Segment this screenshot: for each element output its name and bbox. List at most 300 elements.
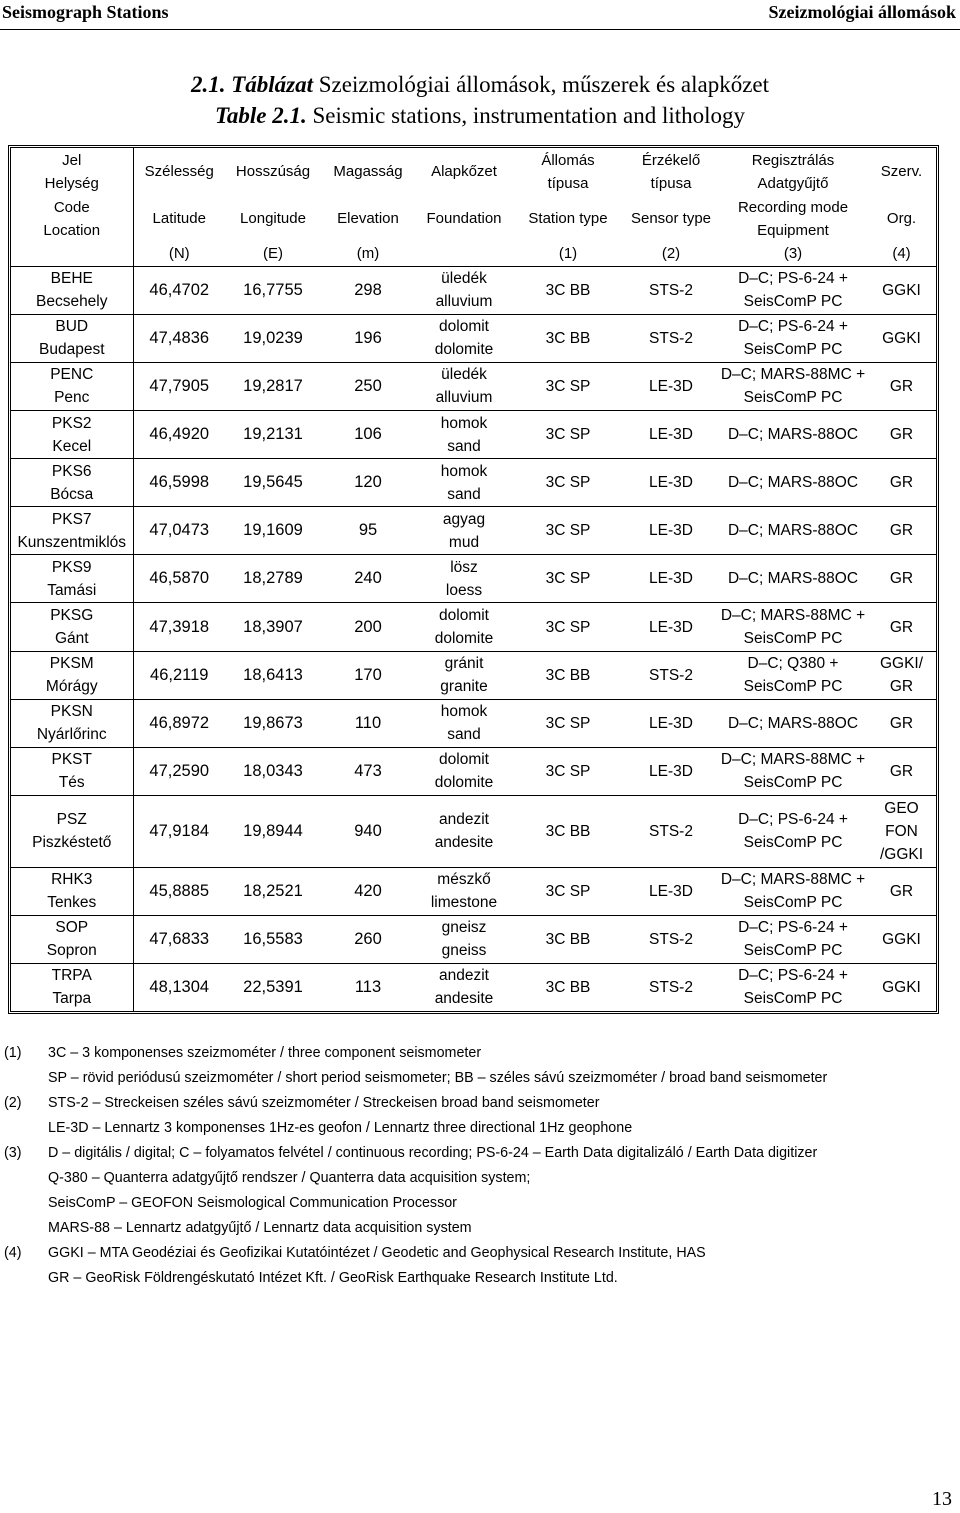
station-code: PKS9 <box>51 558 92 576</box>
elevation-cell: 113 <box>321 963 415 1011</box>
table-row <box>11 266 936 314</box>
header-text: Jel <box>62 151 82 169</box>
header-text: Recording mode <box>737 198 849 216</box>
recording-text: SeisComP PC <box>743 293 843 311</box>
sensor-type-cell: LE-3D <box>623 411 719 459</box>
foundation-text: dolomite <box>434 341 494 359</box>
station-location: Bócsa <box>50 485 94 503</box>
header-row-en <box>11 195 936 242</box>
caption-hu-number: 2.1. Táblázat <box>190 72 313 97</box>
recording-cell <box>719 747 867 795</box>
latitude-cell: 47,2590 <box>133 747 225 795</box>
table-row <box>11 915 936 963</box>
station-code: TRPA <box>51 967 92 985</box>
recording-text: D–C; MARS-88OC <box>727 522 859 540</box>
unit-latitude: (N) <box>168 245 190 263</box>
header-elevation-en: Elevation <box>337 210 399 228</box>
elevation-cell: 250 <box>321 362 415 410</box>
header-recording-hu <box>719 148 867 195</box>
sensor-type-cell: LE-3D <box>623 603 719 651</box>
units-location-blank <box>11 242 133 266</box>
table-row <box>11 507 936 555</box>
org-cell <box>867 459 936 507</box>
recording-text: SeisComP PC <box>743 389 843 407</box>
station-code: PKS7 <box>51 510 92 528</box>
recording-text: D–C; MARS-88OC <box>727 426 859 444</box>
station-location-cell <box>11 867 133 915</box>
header-text: típusa <box>547 174 589 192</box>
station-type-cell: 3C BB <box>513 266 623 314</box>
station-type-cell: 3C SP <box>513 362 623 410</box>
recording-text: D–C; PS-6-24 + <box>738 967 848 985</box>
unit-recording: (3) <box>783 245 803 263</box>
org-text: /GGKI <box>879 845 924 863</box>
table-row <box>11 651 936 699</box>
org-cell <box>867 266 936 314</box>
station-location: Kecel <box>52 437 92 455</box>
org-cell <box>867 362 936 410</box>
header-text: Code <box>53 198 90 216</box>
page-number: 13 <box>932 1488 952 1510</box>
footnote-marker: (2) <box>4 1095 22 1111</box>
recording-text: D–C; PS-6-24 + <box>738 919 848 937</box>
station-location-cell <box>11 459 133 507</box>
caption-en-text: Seismic stations, instrumentation and lithology <box>306 103 746 128</box>
header-station-type-en: Station type <box>528 210 608 228</box>
header-rule <box>0 29 960 30</box>
latitude-cell: 47,7905 <box>133 362 225 410</box>
unit-station-type: (1) <box>558 245 578 263</box>
recording-cell <box>719 555 867 603</box>
org-cell <box>867 651 936 699</box>
table-row <box>11 963 936 1011</box>
recording-cell <box>719 795 867 867</box>
station-code: SOP <box>55 919 89 937</box>
table-row <box>11 699 936 747</box>
recording-cell <box>719 915 867 963</box>
station-type-cell: 3C SP <box>513 555 623 603</box>
sensor-type-cell: STS-2 <box>623 915 719 963</box>
station-type-cell: 3C SP <box>513 459 623 507</box>
longitude-cell: 19,2131 <box>225 411 321 459</box>
foundation-cell <box>415 651 513 699</box>
recording-cell <box>719 963 867 1011</box>
table-row <box>11 747 936 795</box>
station-location: Kunszentmiklós <box>17 533 127 551</box>
station-location: Piszkéstető <box>32 834 112 852</box>
header-location-hu <box>11 148 133 195</box>
org-text: GR <box>889 570 914 588</box>
longitude-cell: 22,5391 <box>225 963 321 1011</box>
org-cell <box>867 603 936 651</box>
footnote-text: GGKI – MTA Geodéziai és Geofizikai Kutatóintézet / Geodetic and Geophysical Research Institute, HAS <box>48 1245 706 1261</box>
station-location-cell <box>11 507 133 555</box>
org-text: FON <box>885 822 918 840</box>
latitude-cell: 46,5870 <box>133 555 225 603</box>
foundation-text: dolomite <box>434 774 494 792</box>
foundation-cell <box>415 867 513 915</box>
elevation-cell: 940 <box>321 795 415 867</box>
station-location-cell <box>11 699 133 747</box>
header-sensor-type-hu <box>623 148 719 195</box>
table-row <box>11 795 936 867</box>
footnote-marker: (3) <box>4 1145 22 1161</box>
header-longitude-en: Longitude <box>240 210 306 228</box>
station-code: PKST <box>51 751 92 769</box>
station-location: Budapest <box>39 341 105 359</box>
station-code: PKSM <box>49 655 94 673</box>
station-type-cell: 3C SP <box>513 507 623 555</box>
header-text: típusa <box>650 174 692 192</box>
unit-longitude: (E) <box>263 245 283 263</box>
longitude-cell: 16,7755 <box>225 266 321 314</box>
recording-text: D–C; MARS-88MC + <box>720 366 866 384</box>
org-text: GR <box>889 426 914 444</box>
recording-cell <box>719 459 867 507</box>
footnote-line <box>4 1266 954 1291</box>
header-org-hu: Szerv. <box>880 163 923 181</box>
station-type-cell: 3C SP <box>513 699 623 747</box>
header-elevation-hu: Magasság <box>333 163 403 181</box>
longitude-cell: 19,1609 <box>225 507 321 555</box>
foundation-text: alluvium <box>435 389 493 407</box>
elevation-cell: 420 <box>321 867 415 915</box>
recording-text: SeisComP PC <box>743 678 843 696</box>
recording-cell <box>719 411 867 459</box>
foundation-text: dolomit <box>439 318 489 336</box>
foundation-text: granite <box>440 678 488 696</box>
latitude-cell: 48,1304 <box>133 963 225 1011</box>
foundation-text: andesite <box>434 834 494 852</box>
recording-text: D–C; Q380 + <box>747 655 839 673</box>
unit-org: (4) <box>892 245 911 263</box>
org-cell <box>867 915 936 963</box>
foundation-text: homok <box>440 703 488 721</box>
elevation-cell: 240 <box>321 555 415 603</box>
table-row <box>11 867 936 915</box>
foundation-cell <box>415 915 513 963</box>
longitude-cell: 18,2521 <box>225 867 321 915</box>
footnote-line <box>4 1116 954 1141</box>
longitude-cell: 19,5645 <box>225 459 321 507</box>
station-type-cell: 3C BB <box>513 314 623 362</box>
foundation-cell <box>415 362 513 410</box>
station-location-cell <box>11 362 133 410</box>
foundation-text: gránit <box>444 655 484 673</box>
longitude-cell: 18,2789 <box>225 555 321 603</box>
latitude-cell: 46,8972 <box>133 699 225 747</box>
header-row-hu <box>11 148 936 195</box>
station-code: PKS6 <box>51 462 92 480</box>
latitude-cell: 47,4836 <box>133 314 225 362</box>
foundation-cell <box>415 314 513 362</box>
station-location-cell <box>11 555 133 603</box>
recording-text: D–C; PS-6-24 + <box>738 811 848 829</box>
footnote-line <box>4 1041 954 1066</box>
recording-text: SeisComP PC <box>743 894 843 912</box>
sensor-type-cell: LE-3D <box>623 555 719 603</box>
sensor-type-cell: LE-3D <box>623 747 719 795</box>
station-type-cell: 3C SP <box>513 747 623 795</box>
foundation-text: mud <box>448 533 480 551</box>
org-cell <box>867 747 936 795</box>
station-location-cell <box>11 795 133 867</box>
recording-cell <box>719 314 867 362</box>
org-text: GGKI <box>882 281 921 299</box>
sensor-type-cell: LE-3D <box>623 867 719 915</box>
elevation-cell: 120 <box>321 459 415 507</box>
recording-cell <box>719 603 867 651</box>
org-text: GR <box>889 474 914 492</box>
station-location-cell <box>11 747 133 795</box>
org-text: GGKI/ <box>879 655 924 673</box>
header-text: Regisztrálás <box>751 151 835 169</box>
elevation-cell: 473 <box>321 747 415 795</box>
header-text: Érzékelő <box>641 151 701 169</box>
recording-text: SeisComP PC <box>743 834 843 852</box>
station-code: RHK3 <box>51 871 93 889</box>
foundation-text: gneisz <box>441 919 487 937</box>
longitude-cell: 19,0239 <box>225 314 321 362</box>
foundation-text: lösz <box>450 558 478 576</box>
station-location-cell <box>11 963 133 1011</box>
latitude-cell: 46,4702 <box>133 266 225 314</box>
foundation-cell <box>415 963 513 1011</box>
org-text: GR <box>889 678 914 696</box>
elevation-cell: 298 <box>321 266 415 314</box>
table-row <box>11 362 936 410</box>
unit-elevation: (m) <box>356 245 380 263</box>
stations-table-frame <box>8 145 939 1014</box>
elevation-cell: 260 <box>321 915 415 963</box>
unit-foundation-blank <box>415 242 513 266</box>
footnote-line <box>4 1066 954 1091</box>
header-org-en: Org. <box>886 210 917 228</box>
station-location-cell <box>11 915 133 963</box>
table-caption-en <box>0 103 960 129</box>
recording-text: SeisComP PC <box>743 990 843 1008</box>
recording-text: D–C; MARS-88MC + <box>720 751 866 769</box>
header-longitude-hu: Hosszúság <box>235 163 311 181</box>
foundation-cell <box>415 603 513 651</box>
footnote-line <box>4 1141 954 1166</box>
station-type-cell: 3C BB <box>513 795 623 867</box>
foundation-text: mészkő <box>437 871 491 889</box>
recording-text: SeisComP PC <box>743 341 843 359</box>
foundation-text: andezit <box>439 967 489 985</box>
header-foundation-en: Foundation <box>426 210 502 228</box>
footnote-line <box>4 1166 954 1191</box>
header-recording-en <box>719 195 867 242</box>
longitude-cell: 19,8673 <box>225 699 321 747</box>
sensor-type-cell: STS-2 <box>623 266 719 314</box>
org-text: GEO <box>884 799 919 817</box>
foundation-text: agyag <box>442 510 486 528</box>
station-type-cell: 3C SP <box>513 603 623 651</box>
sensor-type-cell: STS-2 <box>623 651 719 699</box>
station-location: Tés <box>58 774 85 792</box>
foundation-cell <box>415 507 513 555</box>
station-location: Tarpa <box>52 990 92 1008</box>
org-text: GGKI <box>882 930 921 948</box>
elevation-cell: 106 <box>321 411 415 459</box>
footnote-text: SP – rövid periódusú szeizmométer / short period seismometer; BB – széles sávú szeizmométer / broad band seismometer <box>48 1070 828 1086</box>
foundation-text: gneiss <box>441 942 487 960</box>
sensor-type-cell: STS-2 <box>623 314 719 362</box>
header-foundation-hu: Alapkőzet <box>431 163 497 181</box>
station-location: Nyárlőrinc <box>36 726 107 744</box>
recording-text: D–C; PS-6-24 + <box>738 270 848 288</box>
running-header-left: Seismograph Stations <box>2 2 169 22</box>
footnote-text: SeisComP – GEOFON Seismological Communication Processor <box>48 1195 457 1211</box>
header-text: Állomás <box>541 151 595 169</box>
recording-cell <box>719 266 867 314</box>
station-location: Mórágy <box>45 678 98 696</box>
station-location: Gánt <box>54 630 89 648</box>
footnote-text: MARS-88 – Lennartz adatgyűjtő / Lennartz data acquisition system <box>48 1220 472 1236</box>
foundation-cell <box>415 459 513 507</box>
longitude-cell: 16,5583 <box>225 915 321 963</box>
station-location-cell <box>11 266 133 314</box>
elevation-cell: 95 <box>321 507 415 555</box>
station-code: PKSG <box>50 607 94 625</box>
station-type-cell: 3C BB <box>513 963 623 1011</box>
station-location-cell <box>11 314 133 362</box>
header-latitude-hu: Szélesség <box>144 163 214 181</box>
foundation-text: sand <box>447 437 481 455</box>
header-text: Location <box>43 221 101 239</box>
latitude-cell: 47,6833 <box>133 915 225 963</box>
org-text: GGKI <box>882 329 921 347</box>
org-cell <box>867 963 936 1011</box>
foundation-cell <box>415 266 513 314</box>
foundation-text: homok <box>440 462 488 480</box>
latitude-cell: 46,2119 <box>133 651 225 699</box>
recording-text: D–C; PS-6-24 + <box>738 318 848 336</box>
elevation-cell: 110 <box>321 699 415 747</box>
foundation-text: dolomite <box>434 630 494 648</box>
station-code: PSZ <box>56 811 87 829</box>
sensor-type-cell: LE-3D <box>623 699 719 747</box>
foundation-cell <box>415 795 513 867</box>
header-text: Equipment <box>757 221 829 239</box>
station-location: Penc <box>54 389 90 407</box>
foundation-text: loess <box>445 581 483 599</box>
header-sensor-type-en: Sensor type <box>630 210 712 228</box>
latitude-cell: 47,9184 <box>133 795 225 867</box>
station-code: BEHE <box>50 270 93 288</box>
longitude-cell: 18,6413 <box>225 651 321 699</box>
org-text: GR <box>889 522 914 540</box>
table-row <box>11 411 936 459</box>
footnote-text: D – digitális / digital; C – folyamatos felvétel / continuous recording; PS-6-24 – Earth Data digitalizáló / Earth Data digitizer <box>48 1145 818 1161</box>
foundation-text: sand <box>447 485 481 503</box>
org-text: GGKI <box>882 978 921 996</box>
latitude-cell: 45,8885 <box>133 867 225 915</box>
recording-cell <box>719 867 867 915</box>
table-row <box>11 603 936 651</box>
table-caption-hu <box>0 72 960 98</box>
recording-text: SeisComP PC <box>743 774 843 792</box>
sensor-type-cell: LE-3D <box>623 459 719 507</box>
station-location-cell <box>11 651 133 699</box>
station-location: Tamási <box>47 581 97 599</box>
footnote-text: LE-3D – Lennartz 3 komponenses 1Hz-es geofon / Lennartz three directional 1Hz geophone <box>48 1120 633 1136</box>
sensor-type-cell: STS-2 <box>623 963 719 1011</box>
station-code: BUD <box>55 318 89 336</box>
footnote-text: 3C – 3 komponenses szeizmométer / three component seismometer <box>48 1045 482 1061</box>
foundation-text: dolomit <box>439 751 489 769</box>
foundation-text: andezit <box>439 811 489 829</box>
header-text: Helység <box>44 174 99 192</box>
foundation-cell <box>415 747 513 795</box>
longitude-cell: 18,3907 <box>225 603 321 651</box>
header-location-en <box>11 195 133 242</box>
station-location-cell <box>11 603 133 651</box>
recording-cell <box>719 699 867 747</box>
station-location: Sopron <box>46 942 97 960</box>
org-text: GR <box>889 618 914 636</box>
org-cell <box>867 314 936 362</box>
table-row <box>11 555 936 603</box>
recording-cell <box>719 651 867 699</box>
foundation-text: üledék <box>441 270 487 288</box>
org-cell <box>867 555 936 603</box>
elevation-cell: 196 <box>321 314 415 362</box>
foundation-cell <box>415 411 513 459</box>
foundation-text: sand <box>447 726 481 744</box>
elevation-cell: 170 <box>321 651 415 699</box>
station-location-cell <box>11 411 133 459</box>
foundation-cell <box>415 699 513 747</box>
table-row <box>11 459 936 507</box>
recording-text: D–C; MARS-88OC <box>727 474 859 492</box>
org-text: GR <box>889 377 914 395</box>
sensor-type-cell: LE-3D <box>623 362 719 410</box>
latitude-cell: 46,4920 <box>133 411 225 459</box>
station-type-cell: 3C SP <box>513 411 623 459</box>
caption-en-number: Table 2.1. <box>214 103 307 128</box>
stations-table-body <box>11 148 936 1011</box>
footnote-marker: (4) <box>4 1245 22 1261</box>
recording-text: SeisComP PC <box>743 630 843 648</box>
table-footnotes <box>4 1041 954 1291</box>
recording-text: D–C; MARS-88MC + <box>720 607 866 625</box>
org-cell <box>867 411 936 459</box>
recording-cell <box>719 362 867 410</box>
latitude-cell: 47,3918 <box>133 603 225 651</box>
latitude-cell: 46,5998 <box>133 459 225 507</box>
longitude-cell: 18,0343 <box>225 747 321 795</box>
header-latitude-en: Latitude <box>152 210 206 228</box>
footnote-text: STS-2 – Streckeisen széles sávú szeizmométer / Streckeisen broad band seismometer <box>48 1095 600 1111</box>
foundation-text: dolomit <box>439 607 489 625</box>
recording-text: D–C; MARS-88MC + <box>720 871 866 889</box>
station-code: PKSN <box>50 703 93 721</box>
station-type-cell: 3C BB <box>513 915 623 963</box>
footnote-line <box>4 1241 954 1266</box>
footnote-text: Q-380 – Quanterra adatgyűjtő rendszer / Quanterra data acquisition system; <box>48 1170 531 1186</box>
org-cell <box>867 795 936 867</box>
org-cell <box>867 867 936 915</box>
elevation-cell: 200 <box>321 603 415 651</box>
unit-sensor-type: (2) <box>661 245 681 263</box>
recording-text: D–C; MARS-88OC <box>727 714 859 732</box>
sensor-type-cell: STS-2 <box>623 795 719 867</box>
header-station-type-hu <box>513 148 623 195</box>
recording-text: SeisComP PC <box>743 942 843 960</box>
header-row-units <box>11 242 936 266</box>
